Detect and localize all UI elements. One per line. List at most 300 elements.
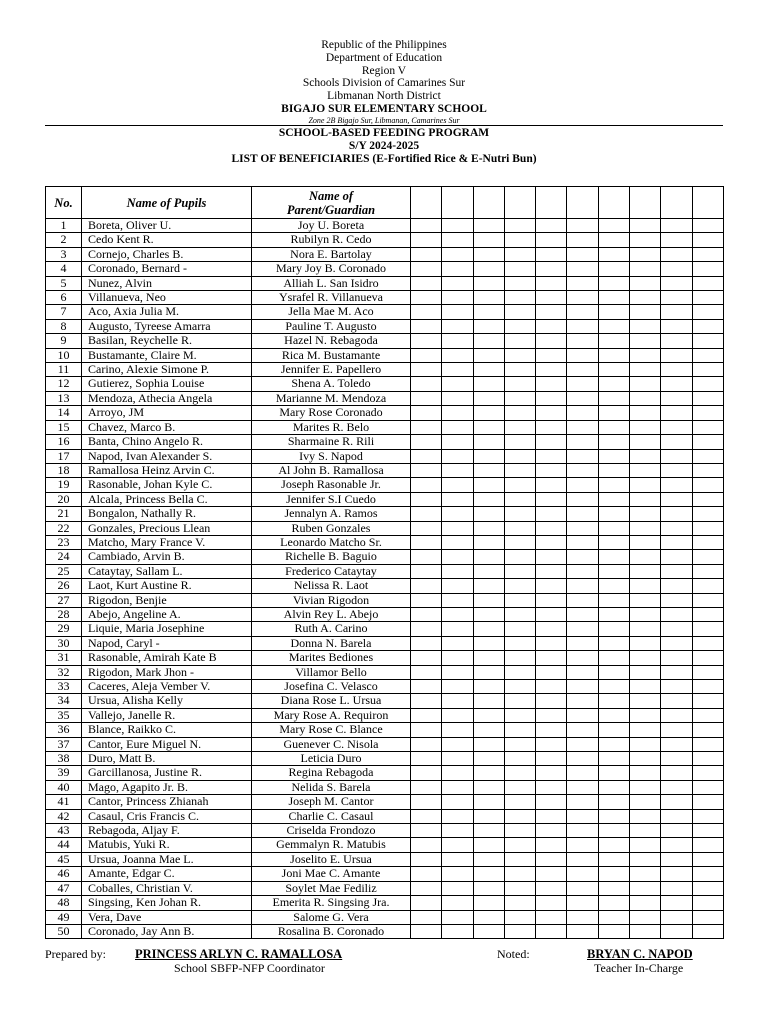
blank-cell xyxy=(692,233,723,247)
blank-cell xyxy=(473,579,504,593)
row-number: 40 xyxy=(46,780,82,794)
blank-cell xyxy=(411,636,442,650)
table-body xyxy=(46,219,724,939)
row-number: 15 xyxy=(46,420,82,434)
blank-cell xyxy=(567,838,598,852)
table-row xyxy=(46,809,724,823)
blank-cell xyxy=(567,463,598,477)
blank-cell xyxy=(630,708,661,722)
blank-cell xyxy=(536,262,567,276)
blank-cell xyxy=(473,723,504,737)
blank-cell xyxy=(442,881,473,895)
parent-name: Frederico Cataytay xyxy=(252,564,411,578)
blank-cell xyxy=(630,406,661,420)
blank-cell xyxy=(504,478,535,492)
parent-name: Marites Bediones xyxy=(252,651,411,665)
blank-cell xyxy=(473,867,504,881)
blank-cell xyxy=(567,521,598,535)
blank-cell xyxy=(473,247,504,261)
row-number: 42 xyxy=(46,809,82,823)
blank-cell xyxy=(692,334,723,348)
blank-cell xyxy=(411,262,442,276)
blank-cell xyxy=(442,420,473,434)
pupil-name: Napod, Ivan Alexander S. xyxy=(82,449,252,463)
table-row xyxy=(46,420,724,434)
preparer-title: School SBFP-NFP Coordinator xyxy=(174,961,325,975)
blank-cell xyxy=(536,896,567,910)
blank-cell xyxy=(598,262,629,276)
blank-cell xyxy=(442,377,473,391)
table-row xyxy=(46,463,724,477)
blank-cell xyxy=(630,867,661,881)
blank-cell xyxy=(661,247,692,261)
blank-cell xyxy=(504,521,535,535)
blank-cell xyxy=(692,622,723,636)
preparer-name: PRINCESS ARLYN C. RAMALLOSA xyxy=(135,947,343,961)
blank-cell xyxy=(411,463,442,477)
blank-cell xyxy=(661,449,692,463)
noter-title: Teacher In-Charge xyxy=(594,961,684,975)
blank-cell xyxy=(630,319,661,333)
blank-cell xyxy=(630,680,661,694)
blank-cell xyxy=(473,680,504,694)
blank-cell xyxy=(411,334,442,348)
blank-cell xyxy=(411,752,442,766)
blank-cell xyxy=(630,463,661,477)
parent-name: Jennifer E. Papellero xyxy=(252,363,411,377)
blank-cell xyxy=(567,219,598,233)
row-number: 48 xyxy=(46,896,82,910)
list-title: LIST OF BENEFICIARIES (E-Fortified Rice & E-Nutri Bun) xyxy=(231,152,537,165)
table-row xyxy=(46,636,724,650)
row-number: 2 xyxy=(46,233,82,247)
blank-cell xyxy=(598,391,629,405)
blank-cell xyxy=(661,478,692,492)
parent-name: Joseph M. Cantor xyxy=(252,795,411,809)
blank-cell xyxy=(661,435,692,449)
blank-cell xyxy=(411,680,442,694)
row-number: 14 xyxy=(46,406,82,420)
parent-name: Richelle B. Baguio xyxy=(252,550,411,564)
blank-cell xyxy=(598,780,629,794)
blank-cell xyxy=(442,564,473,578)
blank-cell xyxy=(473,521,504,535)
blank-cell xyxy=(504,852,535,866)
blank-cell xyxy=(630,535,661,549)
header-parent-line2: Parent/Guardian xyxy=(286,202,376,217)
blank-cell xyxy=(661,348,692,362)
blank-cell xyxy=(598,463,629,477)
blank-cell xyxy=(630,910,661,924)
blank-cell xyxy=(598,622,629,636)
blank-cell xyxy=(473,219,504,233)
table-row xyxy=(46,852,724,866)
blank-cell xyxy=(536,780,567,794)
pupil-name: Cornejo, Charles B. xyxy=(82,247,252,261)
blank-cell xyxy=(473,449,504,463)
blank-cell xyxy=(692,852,723,866)
row-number: 29 xyxy=(46,622,82,636)
blank-cell xyxy=(567,622,598,636)
header-no: No. xyxy=(46,187,82,219)
pupil-name: Banta, Chino Angelo R. xyxy=(82,435,252,449)
blank-cell xyxy=(442,435,473,449)
blank-cell xyxy=(661,391,692,405)
row-number: 13 xyxy=(46,391,82,405)
blank-cell xyxy=(692,694,723,708)
blank-cell xyxy=(692,550,723,564)
blank-cell xyxy=(567,636,598,650)
pupil-name: Ramallosa Heinz Arvin C. xyxy=(82,463,252,477)
blank-cell xyxy=(661,752,692,766)
blank-cell xyxy=(630,795,661,809)
blank-cell xyxy=(692,636,723,650)
blank-cell xyxy=(567,550,598,564)
blank-cell xyxy=(567,708,598,722)
table-row xyxy=(46,651,724,665)
parent-name: Ysrafel R. Villanueva xyxy=(252,291,411,305)
parent-name: Nelida S. Barela xyxy=(252,780,411,794)
row-number: 27 xyxy=(46,593,82,607)
blank-cell xyxy=(473,507,504,521)
blank-cell xyxy=(504,737,535,751)
program-heading xyxy=(0,127,768,165)
blank-cell xyxy=(661,665,692,679)
pupil-name: Coronado, Jay Ann B. xyxy=(82,924,252,938)
blank-cell xyxy=(567,680,598,694)
blank-cell xyxy=(692,507,723,521)
blank-cell xyxy=(442,334,473,348)
blank-cell xyxy=(504,766,535,780)
blank-cell xyxy=(692,406,723,420)
blank-cell xyxy=(567,262,598,276)
header-parent-line1: Name of xyxy=(308,188,354,203)
row-number: 34 xyxy=(46,694,82,708)
blank-cell xyxy=(473,636,504,650)
noted-label: Noted: xyxy=(497,947,530,961)
blank-cell xyxy=(536,535,567,549)
blank-cell xyxy=(661,406,692,420)
header-region: Region V xyxy=(361,64,407,77)
blank-cell xyxy=(442,636,473,650)
pupil-name: Liquie, Maria Josephine xyxy=(82,622,252,636)
blank-cell xyxy=(536,852,567,866)
blank-cell xyxy=(504,276,535,290)
blank-cell xyxy=(473,348,504,362)
blank-cell xyxy=(630,809,661,823)
blank-cell xyxy=(473,564,504,578)
blank-cell xyxy=(473,478,504,492)
blank-cell xyxy=(473,233,504,247)
blank-cell xyxy=(473,838,504,852)
blank-cell xyxy=(598,507,629,521)
row-number: 24 xyxy=(46,550,82,564)
blank-cell xyxy=(536,636,567,650)
blank-cell xyxy=(536,680,567,694)
blank-cell xyxy=(692,579,723,593)
blank-cell xyxy=(567,535,598,549)
blank-cell xyxy=(504,636,535,650)
blank-cell xyxy=(411,780,442,794)
pupil-name: Blance, Raikko C. xyxy=(82,723,252,737)
blank-cell xyxy=(411,651,442,665)
pupil-name: Bongalon, Nathally R. xyxy=(82,507,252,521)
blank-cell xyxy=(442,622,473,636)
blank-cell xyxy=(692,391,723,405)
blank-cell xyxy=(692,535,723,549)
blank-cell xyxy=(567,824,598,838)
blank-cell xyxy=(661,507,692,521)
blank-cell xyxy=(598,636,629,650)
blank-cell xyxy=(536,521,567,535)
blank-cell xyxy=(630,737,661,751)
blank-cell xyxy=(567,391,598,405)
blank-cell xyxy=(661,737,692,751)
parent-name: Vivian Rigodon xyxy=(252,593,411,607)
pupil-name: Alcala, Princess Bella C. xyxy=(82,492,252,506)
blank-cell xyxy=(661,881,692,895)
blank-cell xyxy=(536,708,567,722)
header-division: Schools Division of Camarines Sur xyxy=(302,77,466,90)
parent-name: Jella Mae M. Aco xyxy=(252,305,411,319)
blank-cell xyxy=(442,233,473,247)
blank-cell xyxy=(442,535,473,549)
blank-cell xyxy=(661,896,692,910)
blank-cell xyxy=(411,665,442,679)
blank-cell xyxy=(504,795,535,809)
blank-cell xyxy=(598,852,629,866)
parent-name: Joselito E. Ursua xyxy=(252,852,411,866)
blank-cell xyxy=(536,247,567,261)
table-row xyxy=(46,276,724,290)
blank-cell xyxy=(442,607,473,621)
blank-cell xyxy=(536,910,567,924)
pupil-name: Amante, Edgar C. xyxy=(82,867,252,881)
blank-cell xyxy=(504,622,535,636)
row-number: 9 xyxy=(46,334,82,348)
parent-name: Marianne M. Mendoza xyxy=(252,391,411,405)
blank-cell xyxy=(536,737,567,751)
parent-name: Nelissa R. Laot xyxy=(252,579,411,593)
blank-cell xyxy=(504,723,535,737)
blank-cell xyxy=(536,276,567,290)
blank-cell xyxy=(692,593,723,607)
table-row xyxy=(46,694,724,708)
blank-cell xyxy=(598,824,629,838)
table-row xyxy=(46,291,724,305)
table-row xyxy=(46,607,724,621)
blank-cell xyxy=(504,463,535,477)
blank-cell xyxy=(536,593,567,607)
table-row xyxy=(46,896,724,910)
blank-cell xyxy=(473,262,504,276)
pupil-name: Ursua, Joanna Mae L. xyxy=(82,852,252,866)
blank-cell xyxy=(692,723,723,737)
blank-cell xyxy=(442,348,473,362)
table-header-row xyxy=(46,187,724,219)
blank-cell xyxy=(411,766,442,780)
table-row xyxy=(46,305,724,319)
blank-cell xyxy=(661,579,692,593)
row-number: 12 xyxy=(46,377,82,391)
blank-cell xyxy=(442,550,473,564)
blank-cell xyxy=(661,910,692,924)
blank-cell xyxy=(630,420,661,434)
blank-cell xyxy=(598,247,629,261)
table-row xyxy=(46,535,724,549)
prepared-by-label: Prepared by: xyxy=(45,947,106,961)
pupil-name: Gutierez, Sophia Louise xyxy=(82,377,252,391)
blank-cell xyxy=(411,881,442,895)
blank-cell xyxy=(567,910,598,924)
blank-cell xyxy=(504,420,535,434)
blank-cell xyxy=(567,492,598,506)
blank-cell xyxy=(630,622,661,636)
table-row xyxy=(46,363,724,377)
blank-cell xyxy=(661,305,692,319)
parent-name: Ruben Gonzales xyxy=(252,521,411,535)
blank-cell xyxy=(473,924,504,938)
parent-name: Emerita R. Singsing Jra. xyxy=(252,896,411,910)
blank-cell xyxy=(692,708,723,722)
blank-cell xyxy=(504,881,535,895)
blank-cell xyxy=(661,363,692,377)
blank-cell xyxy=(692,665,723,679)
blank-cell xyxy=(504,665,535,679)
blank-cell xyxy=(661,607,692,621)
blank-cell xyxy=(598,420,629,434)
blank-cell xyxy=(536,564,567,578)
blank-cell xyxy=(504,694,535,708)
blank-cell xyxy=(504,492,535,506)
blank-cell xyxy=(504,651,535,665)
blank-cell xyxy=(536,824,567,838)
program-title: SCHOOL-BASED FEEDING PROGRAM xyxy=(278,127,490,139)
header-blank-column xyxy=(473,187,504,219)
blank-cell xyxy=(567,564,598,578)
blank-cell xyxy=(473,694,504,708)
blank-cell xyxy=(504,910,535,924)
blank-cell xyxy=(567,651,598,665)
parent-name: Mary Joy B. Coronado xyxy=(252,262,411,276)
blank-cell xyxy=(442,651,473,665)
blank-cell xyxy=(411,478,442,492)
row-number: 11 xyxy=(46,363,82,377)
table-row xyxy=(46,449,724,463)
table-row xyxy=(46,766,724,780)
blank-cell xyxy=(692,766,723,780)
blank-cell xyxy=(692,449,723,463)
header-blank-column xyxy=(411,187,442,219)
blank-cell xyxy=(536,809,567,823)
blank-cell xyxy=(661,622,692,636)
blank-cell xyxy=(504,233,535,247)
blank-cell xyxy=(598,651,629,665)
blank-cell xyxy=(598,334,629,348)
blank-cell xyxy=(692,463,723,477)
blank-cell xyxy=(504,780,535,794)
header-divider xyxy=(45,125,723,126)
blank-cell xyxy=(411,247,442,261)
header-republic: Republic of the Philippines xyxy=(321,39,447,51)
blank-cell xyxy=(411,420,442,434)
blank-cell xyxy=(411,507,442,521)
row-number: 41 xyxy=(46,795,82,809)
blank-cell xyxy=(692,305,723,319)
table-row xyxy=(46,564,724,578)
blank-cell xyxy=(630,636,661,650)
blank-cell xyxy=(411,377,442,391)
blank-cell xyxy=(442,694,473,708)
pupil-name: Villanueva, Neo xyxy=(82,291,252,305)
blank-cell xyxy=(661,766,692,780)
blank-cell xyxy=(536,795,567,809)
blank-cell xyxy=(630,579,661,593)
blank-cell xyxy=(661,867,692,881)
pupil-name: Arroyo, JM xyxy=(82,406,252,420)
header-district: Libmanan North District xyxy=(327,90,441,103)
header-blank-column xyxy=(598,187,629,219)
blank-cell xyxy=(411,824,442,838)
blank-cell xyxy=(473,665,504,679)
blank-cell xyxy=(411,550,442,564)
table-row xyxy=(46,319,724,333)
blank-cell xyxy=(630,262,661,276)
pupil-name: Ursua, Alisha Kelly xyxy=(82,694,252,708)
blank-cell xyxy=(692,420,723,434)
header-blank-column xyxy=(442,187,473,219)
blank-cell xyxy=(536,665,567,679)
pupil-name: Casaul, Cris Francis C. xyxy=(82,809,252,823)
blank-cell xyxy=(473,809,504,823)
parent-name: Joy U. Boreta xyxy=(252,219,411,233)
pupil-name: Coballes, Christian V. xyxy=(82,881,252,895)
pupil-name: Mago, Agapito Jr. B. xyxy=(82,780,252,794)
blank-cell xyxy=(567,752,598,766)
blank-cell xyxy=(630,766,661,780)
row-number: 49 xyxy=(46,910,82,924)
blank-cell xyxy=(630,363,661,377)
table-row xyxy=(46,593,724,607)
blank-cell xyxy=(442,593,473,607)
blank-cell xyxy=(473,463,504,477)
parent-name: Alliah L. San Isidro xyxy=(252,276,411,290)
blank-cell xyxy=(473,377,504,391)
blank-cell xyxy=(536,607,567,621)
blank-cell xyxy=(661,463,692,477)
blank-cell xyxy=(567,723,598,737)
blank-cell xyxy=(692,435,723,449)
blank-cell xyxy=(442,463,473,477)
blank-cell xyxy=(411,622,442,636)
blank-cell xyxy=(504,550,535,564)
blank-cell xyxy=(536,391,567,405)
row-number: 25 xyxy=(46,564,82,578)
table-row xyxy=(46,391,724,405)
blank-cell xyxy=(598,291,629,305)
pupil-name: Laot, Kurt Austine R. xyxy=(82,579,252,593)
blank-cell xyxy=(536,463,567,477)
blank-cell xyxy=(504,564,535,578)
blank-cell xyxy=(567,276,598,290)
parent-name: Charlie C. Casaul xyxy=(252,809,411,823)
blank-cell xyxy=(630,651,661,665)
blank-cell xyxy=(692,838,723,852)
blank-cell xyxy=(630,348,661,362)
blank-cell xyxy=(442,680,473,694)
header-parent-name xyxy=(252,187,411,219)
blank-cell xyxy=(661,291,692,305)
